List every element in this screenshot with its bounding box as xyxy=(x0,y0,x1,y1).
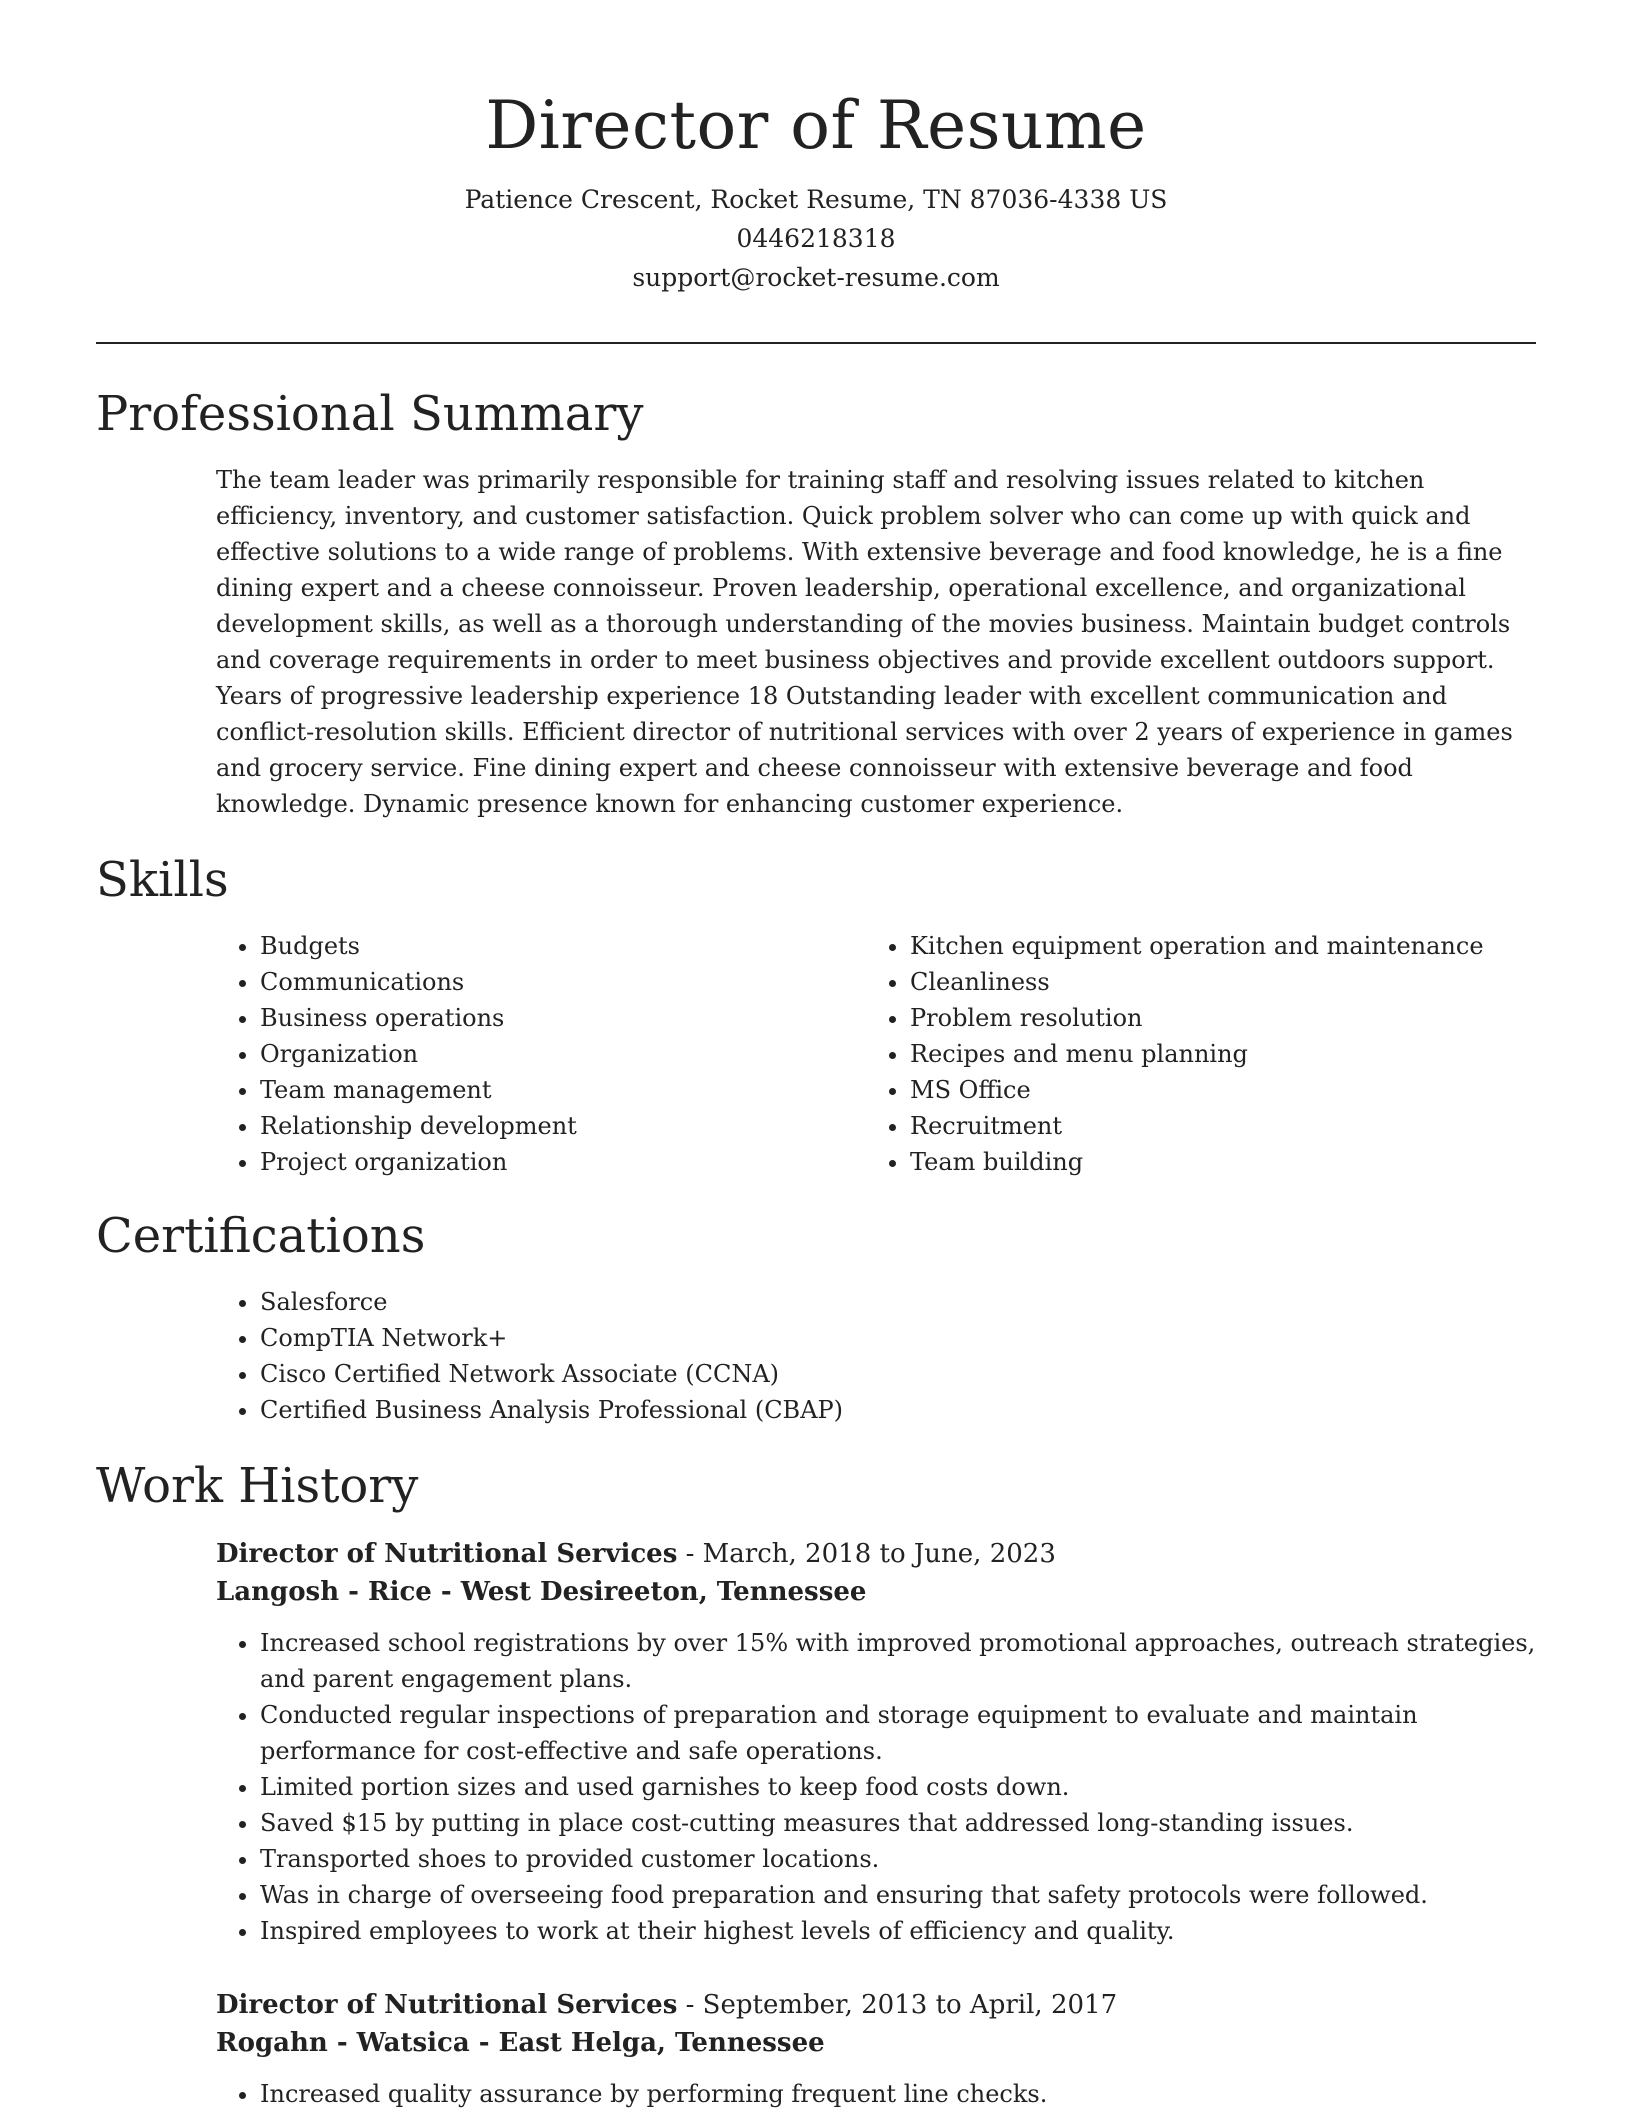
job-bullet: • Was in charge of overseeing food preparation and ensuring that safety protocols were followed. xyxy=(260,1877,1546,1913)
job-title: Director of Nutritional Services xyxy=(216,1990,678,2020)
summary-text: The team leader was primarily responsible for training staff and resolving issues related to kitchen efficiency, inventory, and customer satisfaction. Quick problem solver who can come up with quick and effective solutions to a wide range of problems. With extensive beverage and food knowledge, he is a fine dining expert and a cheese connoisseur. Proven leadership, operational excellence, and organizational development skills, as well as a thorough understanding of the movies business. Maintain budget controls and coverage requirements in order to meet business objectives and provide excellent outdoors support. Years of progressive leadership experience 18 Outstanding leader with excellent communication and conflict-resolution skills. Efficient director of nutritional services with over 2 years of experience in games and grocery service. Fine dining expert and cheese connoisseur with extensive beverage and food knowledge. Dynamic presence known for enhancing customer experience. xyxy=(216,466,1513,818)
skill-item: • Organization xyxy=(260,1036,836,1072)
skill-item: • Problem resolution xyxy=(910,1000,1546,1036)
resume-name: Director of Resume xyxy=(485,87,1147,164)
job-company: Langosh - Rice - West Desireeton, Tennessee xyxy=(216,1577,867,1607)
job-dates: - March, 2018 to June, 2023 xyxy=(677,1539,1056,1569)
skills-list-left xyxy=(216,928,836,1180)
job-title-line xyxy=(216,1986,1546,2024)
certifications-list xyxy=(216,1284,1216,1428)
work-history-heading: Work History xyxy=(96,1458,419,1514)
skill-item: • Relationship development xyxy=(260,1108,836,1144)
skill-item: • Cleanliness xyxy=(910,964,1546,1000)
certification-item: • CompTIA Network+ xyxy=(260,1320,1216,1356)
job-bullet: • Saved $15 by putting in place cost-cutting measures that addressed long-standing issues. xyxy=(260,1805,1546,1841)
job-bullet: • Increased school registrations by over 15% with improved promotional approaches, outreach strategies, and parent engagement plans. xyxy=(260,1625,1546,1697)
skill-item: • Business operations xyxy=(260,1000,836,1036)
skill-item: • Kitchen equipment operation and maintenance xyxy=(910,928,1546,964)
certifications-heading: Certifications xyxy=(96,1208,426,1264)
job-title-line xyxy=(216,1535,1546,1573)
skills-heading: Skills xyxy=(96,852,229,908)
contact-email: support@rocket-resume.com xyxy=(632,263,1000,292)
contact-phone: 0446218318 xyxy=(736,224,896,253)
skill-item: • MS Office xyxy=(910,1072,1546,1108)
resume-header xyxy=(96,80,1536,297)
header-divider xyxy=(96,342,1536,344)
certification-item: • Certified Business Analysis Professional (CBAP) xyxy=(260,1392,1216,1428)
contact-address: Patience Crescent, Rocket Resume, TN 87036-4338 US xyxy=(464,185,1168,214)
summary-heading: Professional Summary xyxy=(96,386,644,442)
skill-item: • Budgets xyxy=(260,928,836,964)
skill-item: • Recruitment xyxy=(910,1108,1546,1144)
job-entry xyxy=(216,1535,1546,1949)
job-bullet: • Increased quality assurance by performing frequent line checks. xyxy=(260,2076,1546,2112)
certification-item: • Cisco Certified Network Associate (CCNA) xyxy=(260,1356,1216,1392)
job-bullet: • Transported shoes to provided customer locations. xyxy=(260,1841,1546,1877)
job-entry xyxy=(216,1986,1546,2112)
skill-item: • Team building xyxy=(910,1144,1546,1180)
job-bullet: • Limited portion sizes and used garnishes to keep food costs down. xyxy=(260,1769,1546,1805)
job-bullets xyxy=(216,1625,1546,1949)
job-bullet: • Inspired employees to work at their highest levels of efficiency and quality. xyxy=(260,1913,1546,1949)
skill-item: • Recipes and menu planning xyxy=(910,1036,1546,1072)
job-bullets xyxy=(216,2076,1546,2112)
job-company: Rogahn - Watsica - East Helga, Tennessee xyxy=(216,2028,825,2058)
job-bullet: • Conducted regular inspections of preparation and storage equipment to evaluate and maintain performance for cost-effective and safe operations. xyxy=(260,1697,1546,1769)
job-title: Director of Nutritional Services xyxy=(216,1539,678,1569)
certification-item: • Salesforce xyxy=(260,1284,1216,1320)
skill-item: • Communications xyxy=(260,964,836,1000)
skill-item: • Project organization xyxy=(260,1144,836,1180)
job-dates: - September, 2013 to April, 2017 xyxy=(677,1990,1118,2020)
skills-list-right xyxy=(866,928,1546,1180)
contact-info xyxy=(96,180,1536,297)
skill-item: • Team management xyxy=(260,1072,836,1108)
